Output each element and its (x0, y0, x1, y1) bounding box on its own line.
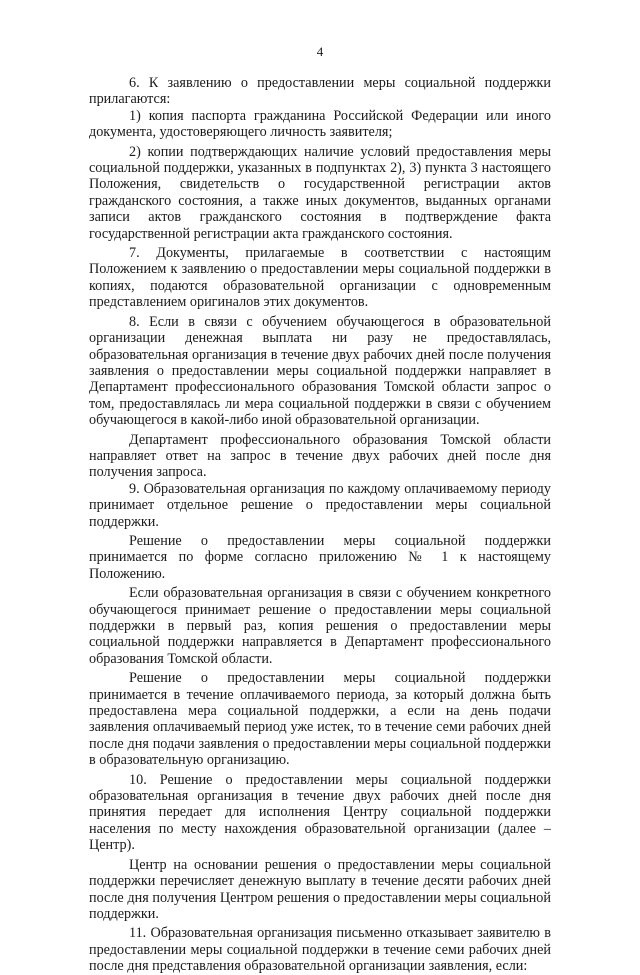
document-body (89, 75, 551, 975)
paragraph-6-item-1: 1) копия паспорта гражданина Российской Федерации или иного документа, удостоверяющего личность заявителя; (89, 107, 551, 141)
paragraph-6: 6. К заявлению о предоставлении меры социальной поддержки прилагаются: (89, 75, 551, 108)
paragraph-9: 9. Образовательная организация по каждому оплачиваемому периоду принимает отдельное решение о предоставлении меры социальной поддержки. (89, 480, 551, 530)
paragraph-9-deadline: Решение о предоставлении меры социальной поддержки принимается в течение оплачиваемого периода, за который должна быть предоставлена мера социальной поддержки, а если на день подачи заявления оплачиваемый период уже истек, то в течение семи рабочих дней после дня подачи заявления о предоставлении меры социальной поддержки в образовательную организацию. (89, 670, 551, 769)
paragraph-8: 8. Если в связи с обучением обучающегося в образовательной организации денежная выплата ни разу не предоставлялась, образовательная организация в течение двух рабочих дней после получения заявления о предоставлении меры социальной поддержки направляет в Департамент профессионального образования Томской области запрос о том, предоставлялась ли мера социальной поддержки в связи с обучением обучающегося в какой-либо иной образовательной организации. (89, 313, 551, 429)
paragraph-10: 10. Решение о предоставлении меры социальной поддержки образовательная организация в течение двух рабочих дней после дня принятия передает для исполнения Центру социальной поддержки населения по месту нахождения образовательной организации (далее – Центр). (89, 771, 551, 854)
page-number: 4 (316, 44, 324, 59)
paragraph-10-center: Центр на основании решения о предоставлении меры социальной поддержки перечисляет денежную выплату в течение десяти рабочих дней после дня получения Центром решения о предоставлении меры социальной поддержки. (89, 856, 551, 922)
paragraph-9-form: Решение о предоставлении меры социальной поддержки принимается по форме согласно приложению № 1 к настоящему Положению. (89, 532, 551, 582)
paragraph-6-item-2: 2) копии подтверждающих наличие условий предоставления меры социальной поддержки, указанных в подпунктах 2), 3) пункта 3 настоящего Положения, свидетельств о государственной регистрации актов гражданского состояния, а также иных документов, выданных органами записи актов гражданского состояния в подтверждение факта государственной регистрации акта гражданского состояния. (89, 143, 551, 242)
paragraph-8-response: Департамент профессионального образования Томской области направляет ответ на запрос в течение двух рабочих дней после дня получения запроса. (89, 431, 551, 481)
paragraph-9-first-time: Если образовательная организация в связи с обучением конкретного обучающегося принимает решение о предоставлении меры социальной поддержки в первый раз, копия решения о предоставлении меры социальной поддержки направляется в Департамент профессионального образования Томской области. (89, 585, 551, 667)
paragraph-11: 11. Образовательная организация письменно отказывает заявителю в предоставлении меры социальной поддержки в течение семи рабочих дней после дня представления образовательной организации заявления, если: (89, 925, 551, 975)
paragraph-7: 7. Документы, прилагаемые в соответствии с настоящим Положением к заявлению о предоставлении меры социальной поддержки в копиях, подаются образовательной организации с одновременным представлением оригиналов этих документов. (89, 245, 551, 311)
